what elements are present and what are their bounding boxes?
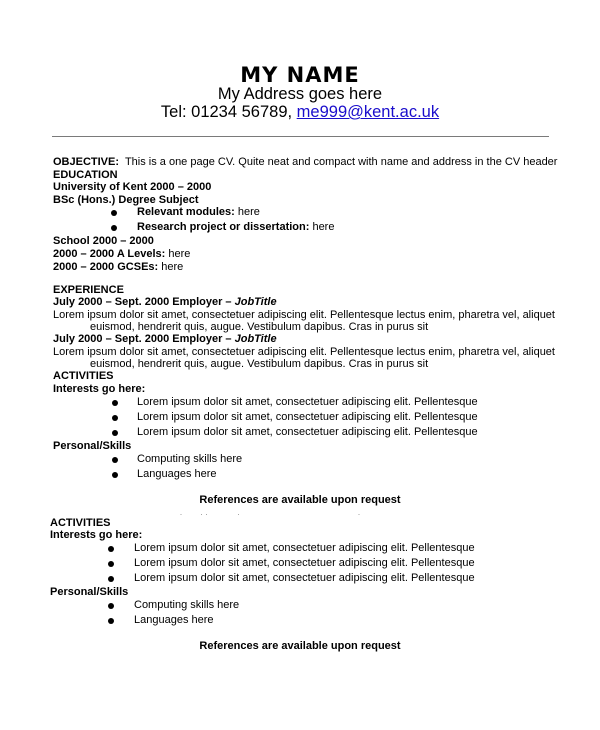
job-title-line <box>53 296 277 309</box>
bullet-icon <box>112 457 118 463</box>
alevels-line <box>53 248 190 261</box>
text-fragment: · · · · · <box>180 512 361 518</box>
objective-label: OBJECTIVE: <box>53 156 120 168</box>
bullet-icon <box>108 576 114 582</box>
education-bullet-research <box>137 221 334 234</box>
interest-item: Lorem ipsum dolor sit amet, consectetuer adipiscing elit. Pellentesque <box>137 426 478 438</box>
activities-heading: ACTIVITIES <box>53 370 114 382</box>
bullet-text: here <box>234 206 260 218</box>
bullet-text: here <box>309 221 335 233</box>
interests-heading: Interests go here: <box>53 383 146 395</box>
bullet-icon <box>108 561 114 567</box>
tel-text: Tel: 01234 56789, <box>160 103 297 121</box>
skills-heading: Personal/Skills <box>53 440 132 452</box>
job-title-line <box>53 333 277 346</box>
alevels-label: 2000 – 2000 A Levels: <box>53 248 166 260</box>
interests-heading: Interests go here: <box>50 529 143 541</box>
bullet-icon <box>112 430 118 436</box>
gcses-label: 2000 – 2000 GCSEs: <box>53 261 159 273</box>
header-divider <box>52 136 549 137</box>
skill-item: Computing skills here <box>134 599 240 611</box>
interest-item: Lorem ipsum dolor sit amet, consectetuer adipiscing elit. Pellentesque <box>134 572 475 584</box>
job-description-line: euismod, hendrerit quis, augue. Vestibulum dapibus. Cras in purus sit <box>90 358 429 370</box>
interest-item: Lorem ipsum dolor sit amet, consectetuer adipiscing elit. Pellentesque <box>134 542 475 554</box>
bullet-label: Relevant modules: <box>137 206 235 218</box>
skill-item: Computing skills here <box>137 453 243 465</box>
email-link[interactable]: me999@kent.ac.uk <box>296 103 440 121</box>
school-line: School 2000 – 2000 <box>53 235 154 247</box>
skills-heading: Personal/Skills <box>50 586 129 598</box>
alevels-text: here <box>165 248 191 260</box>
bullet-label: Research project or dissertation: <box>137 221 310 233</box>
activities-heading: ACTIVITIES <box>50 517 111 529</box>
skill-item: Languages here <box>134 614 214 626</box>
cv-contact-line <box>0 102 600 122</box>
cv-name: MY NAME <box>240 63 360 87</box>
bullet-icon <box>111 225 117 231</box>
bullet-icon <box>112 415 118 421</box>
interest-item: Lorem ipsum dolor sit amet, consectetuer adipiscing elit. Pellentesque <box>137 411 478 423</box>
bullet-icon <box>108 546 114 552</box>
interest-item: Lorem ipsum dolor sit amet, consectetuer adipiscing elit. Pellentesque <box>134 557 475 569</box>
experience-heading: EXPERIENCE <box>53 284 124 296</box>
education-bullet-modules <box>137 206 260 219</box>
education-heading: EDUCATION <box>53 169 118 181</box>
job-description-line: Lorem ipsum dolor sit amet, consectetuer adipiscing elit. Pellentesque lectus enim, pharetra vel, aliquet <box>53 346 555 358</box>
references-line: References are available upon request <box>199 640 401 652</box>
interest-item: Lorem ipsum dolor sit amet, consectetuer adipiscing elit. Pellentesque <box>137 396 478 408</box>
job-description-line: Lorem ipsum dolor sit amet, consectetuer adipiscing elit. Pellentesque lectus enim, pharetra vel, aliquet <box>53 309 555 321</box>
job-description-line: euismod, hendrerit quis, augue. Vestibulum dapibus. Cras in purus sit <box>90 321 429 333</box>
bullet-icon <box>108 618 114 624</box>
job-title-prefix: July 2000 – Sept. 2000 Employer – <box>53 333 235 345</box>
bullet-icon <box>108 603 114 609</box>
references-line: References are available upon request <box>199 494 401 506</box>
bullet-icon <box>111 210 117 216</box>
bullet-icon <box>112 400 118 406</box>
gcses-line <box>53 261 183 274</box>
university-line: University of Kent 2000 – 2000 <box>53 181 212 193</box>
bullet-icon <box>112 472 118 478</box>
job-title: JobTitle <box>234 333 277 345</box>
objective-line <box>53 156 557 169</box>
job-title: JobTitle <box>234 296 277 308</box>
objective-text: This is a one page CV. Quite neat and compact with name and address in the CV header <box>124 156 558 168</box>
cv-address: My Address goes here <box>217 85 383 103</box>
degree-line: BSc (Hons.) Degree Subject <box>53 194 199 206</box>
job-title-prefix: July 2000 – Sept. 2000 Employer – <box>53 296 235 308</box>
skill-item: Languages here <box>137 468 217 480</box>
gcses-text: here <box>158 261 184 273</box>
